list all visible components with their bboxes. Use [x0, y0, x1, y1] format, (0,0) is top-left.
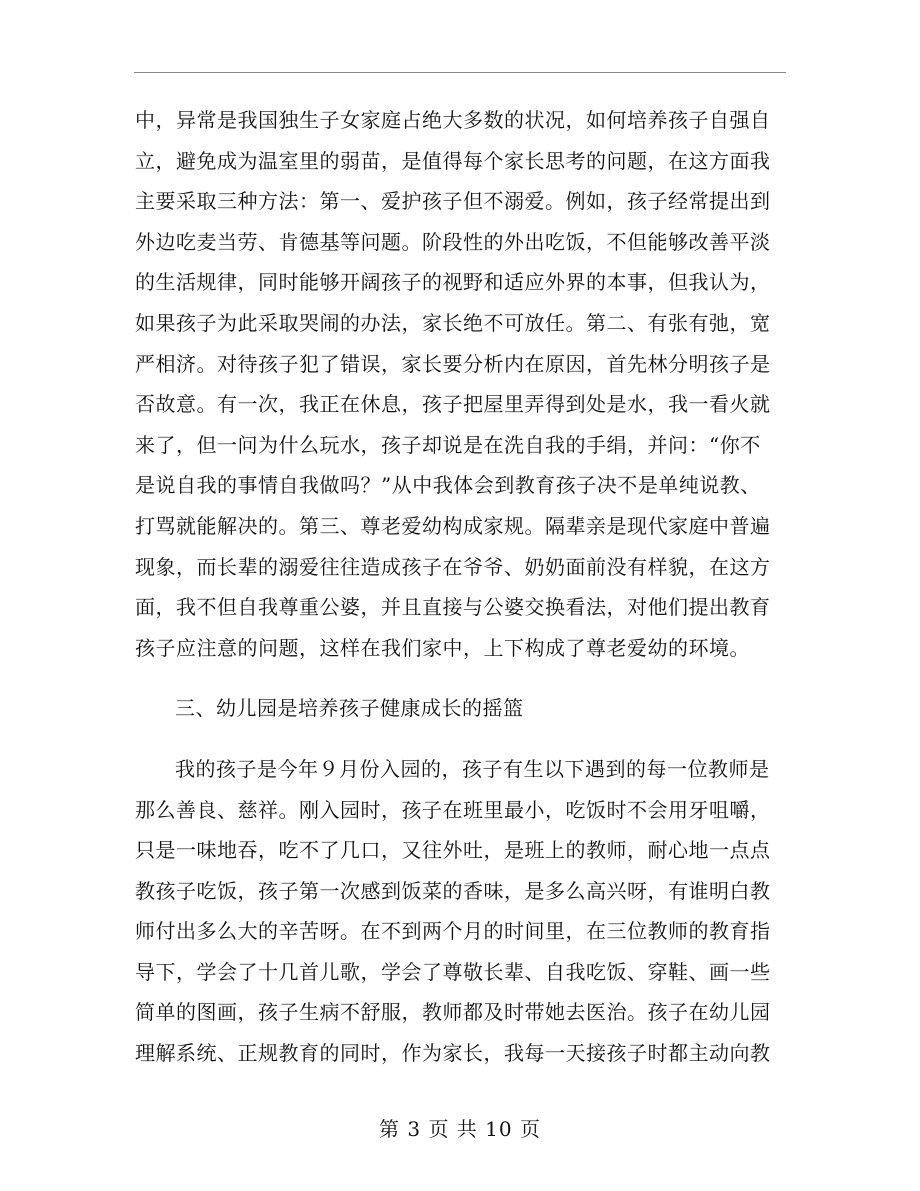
- text-line: 如果孩子为此采取哭闹的办法，家长绝不可放任。第二、有张有弛，宽: [135, 310, 771, 335]
- text-line: 否故意。有一次，我正在休息，孩子把屋里弄得到处是水，我一看火就: [135, 392, 771, 417]
- text-line: 现象，而长辈的溺爱往往造成孩子在爷爷、奶奶面前没有样貌，在这方: [135, 554, 771, 579]
- text-line: 严相济。对待孩子犯了错误，家长要分析内在原因，首先林分明孩子是: [135, 351, 771, 376]
- text-line: 教孩子吃饭，孩子第一次感到饭菜的香味，是多么高兴呀，有谁明白教: [135, 878, 771, 903]
- section-heading: 三、幼儿园是培养孩子健康成长的摇篮: [175, 696, 524, 721]
- text-line: 理解系统、正规教育的同时，作为家长，我每一天接孩子时都主动向教: [135, 1041, 771, 1066]
- text-line: 主要采取三种方法：第一、爱护孩子但不溺爱。例如，孩子经常提出到: [135, 189, 771, 214]
- text-line: 只是一味地吞，吃不了几口，又往外吐，是班上的教师，耐心地一点点: [135, 838, 771, 863]
- text-line: 外边吃麦当劳、肯德基等问题。阶段性的外出吃饭，不但能够改善平淡: [135, 229, 771, 254]
- text-line: 那么善良、慈祥。刚入园时，孩子在班里最小，吃饭时不会用牙咀嚼，: [135, 797, 771, 822]
- page-body: [135, 100, 795, 1074]
- text-line: 师付出多么大的辛苦呀。在不到两个月的时间里，在三位教师的教育指: [135, 919, 771, 944]
- text-line: 导下，学会了十几首儿歌，学会了尊敬长辈、自我吃饭、穿鞋、画一些: [135, 959, 771, 984]
- text-line: 来了，但一问为什么玩水，孩子却说是在洗自我的手绢，并问：“你不: [135, 432, 761, 457]
- page-number-footer: 第 3 页 共 10 页: [379, 1117, 541, 1141]
- paragraph-2: [135, 749, 795, 1074]
- text-line: 简单的图画，孩子生病不舒服，教师都及时带她去医治。孩子在幼儿园: [135, 1000, 771, 1025]
- text-line: 孩子应注意的问题，这样在我们家中，上下构成了尊老爱幼的环境。: [135, 635, 750, 660]
- text-line: 的生活规律，同时能够开阔孩子的视野和适应外界的本事，但我认为，: [135, 270, 771, 295]
- text-line: 打骂就能解决的。第三、尊老爱幼构成家规。隔辈亲是现代家庭中普遍: [135, 513, 771, 538]
- text-line: 立，避免成为温室里的弱苗，是值得每个家长思考的问题，在这方面我: [135, 148, 771, 173]
- text-line: 我的孩子是今年９月份入园的，孩子有生以下遇到的每一位教师是: [175, 756, 770, 781]
- text-line: 中，异常是我国独生子女家庭占绝大多数的状况，如何培养孩子自强自: [135, 108, 771, 132]
- text-line: 面，我不但自我尊重公婆，并且直接与公婆交换看法，对他们提出教育: [135, 595, 771, 620]
- text-line: 是说自我的事情自我做吗？”从中我体会到教育孩子决不是单纯说教、: [135, 473, 761, 498]
- header-rule: [134, 72, 786, 73]
- paragraph-1: [135, 100, 795, 668]
